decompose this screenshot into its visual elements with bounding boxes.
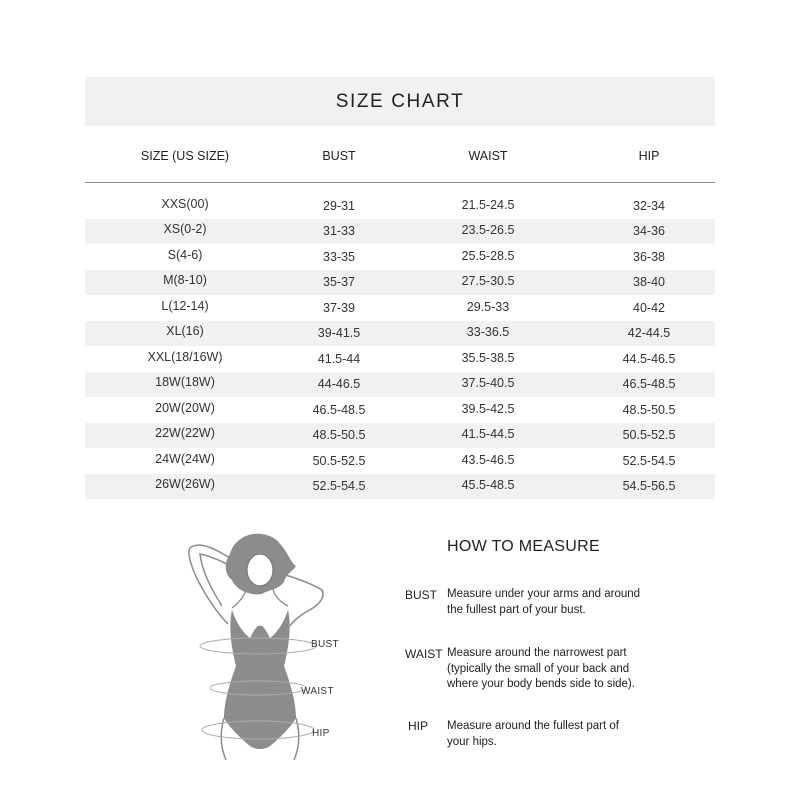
face-shape — [247, 554, 273, 586]
desc-line: (typically the small of your back and — [447, 662, 630, 675]
page-title: SIZE CHART — [335, 90, 465, 112]
cell-size: M(8-10) — [163, 273, 207, 288]
column-header-bust: BUST — [322, 149, 356, 163]
cell-waist: 43.5-46.5 — [461, 452, 515, 467]
column-header-size: SIZE (US SIZE) — [140, 149, 230, 163]
figure-label-hip: HIP — [312, 728, 330, 739]
cell-waist: 27.5-30.5 — [461, 274, 515, 289]
desc-line: the fullest part of your bust. — [447, 603, 586, 616]
cell-waist: 33-36.5 — [466, 325, 510, 340]
figure-label-waist: WAIST — [301, 686, 334, 697]
cell-bust: 44-46.5 — [317, 377, 361, 392]
desc-line: Measure around the narrowest part — [447, 647, 627, 659]
table-row — [85, 219, 715, 245]
cell-size: 20W(20W) — [155, 400, 215, 415]
figure-label-bust: BUST — [311, 639, 339, 650]
cell-bust: 39-41.5 — [317, 326, 361, 341]
cell-hip: 50.5-52.5 — [622, 428, 676, 443]
how-to-measure-title: HOW TO MEASURE — [447, 538, 600, 555]
table-row — [85, 372, 715, 398]
cell-waist: 35.5-38.5 — [461, 350, 515, 365]
cell-bust: 35-37 — [323, 275, 355, 290]
table-row — [85, 321, 715, 347]
cell-hip: 32-34 — [633, 198, 665, 213]
measure-desc-bust — [447, 587, 667, 618]
desc-line: Measure under your arms and around — [447, 588, 641, 600]
cell-size: XXS(00) — [161, 196, 209, 211]
cell-bust: 48.5-50.5 — [312, 428, 366, 443]
cell-hip: 46.5-48.5 — [622, 377, 676, 392]
cell-waist: 37.5-40.5 — [461, 376, 515, 391]
cell-hip: 54.5-56.5 — [622, 479, 676, 494]
table-row — [85, 448, 715, 474]
cell-hip: 44.5-46.5 — [622, 351, 676, 366]
cell-size: S(4-6) — [167, 247, 203, 262]
table-row — [85, 397, 715, 423]
cell-waist: 39.5-42.5 — [461, 401, 515, 416]
table-row — [85, 423, 715, 449]
measure-term-waist: WAIST — [405, 647, 443, 661]
table-row — [85, 295, 715, 321]
cell-waist: 41.5-44.5 — [461, 427, 515, 442]
measure-desc-waist — [447, 646, 667, 693]
cell-size: 18W(18W) — [155, 375, 215, 390]
cell-waist: 45.5-48.5 — [461, 478, 515, 493]
table-row — [85, 346, 715, 372]
cell-size: 22W(22W) — [155, 426, 215, 441]
cell-bust: 33-35 — [323, 249, 355, 264]
cell-bust: 29-31 — [323, 198, 355, 213]
desc-line: Measure around the fullest part of — [447, 720, 619, 732]
table-row — [85, 244, 715, 270]
cell-bust: 31-33 — [323, 224, 355, 239]
cell-hip: 52.5-54.5 — [622, 453, 676, 468]
cell-size: XXL(18/16W) — [147, 349, 223, 364]
table-header — [85, 139, 715, 173]
bodysuit-shape — [224, 610, 296, 749]
cell-waist: 21.5-24.5 — [461, 197, 515, 212]
cell-hip: 40-42 — [633, 300, 665, 315]
column-header-waist: WAIST — [468, 149, 508, 163]
cell-hip: 34-36 — [633, 224, 665, 239]
title-band — [85, 77, 715, 126]
cell-hip: 48.5-50.5 — [622, 402, 676, 417]
cell-size: XS(0-2) — [163, 222, 207, 237]
measure-desc-hip — [447, 719, 667, 750]
header-divider — [85, 182, 715, 183]
cell-size: 24W(24W) — [155, 451, 215, 466]
cell-bust: 37-39 — [323, 300, 355, 315]
cell-bust: 52.5-54.5 — [312, 479, 366, 494]
cell-bust: 46.5-48.5 — [312, 402, 366, 417]
cell-size: L(12-14) — [161, 298, 209, 313]
cell-size: XL(16) — [166, 324, 204, 339]
table-row — [85, 270, 715, 296]
desc-line: your hips. — [447, 735, 497, 748]
cell-bust: 41.5-44 — [317, 351, 361, 366]
cell-waist: 25.5-28.5 — [461, 248, 515, 263]
desc-line: where your body bends side to side). — [447, 678, 635, 690]
cell-waist: 23.5-26.5 — [461, 223, 515, 238]
measure-term-bust: BUST — [405, 588, 438, 602]
column-header-hip: HIP — [638, 149, 660, 163]
cell-size: 26W(26W) — [155, 477, 215, 492]
cell-hip: 42-44.5 — [627, 326, 671, 341]
cell-hip: 38-40 — [633, 275, 665, 290]
size-table-body — [85, 193, 715, 499]
cell-hip: 36-38 — [633, 249, 665, 264]
measure-term-hip: HIP — [408, 719, 429, 733]
cell-waist: 29.5-33 — [466, 299, 510, 314]
cell-bust: 50.5-52.5 — [312, 453, 366, 468]
table-row — [85, 193, 715, 219]
table-row — [85, 474, 715, 500]
